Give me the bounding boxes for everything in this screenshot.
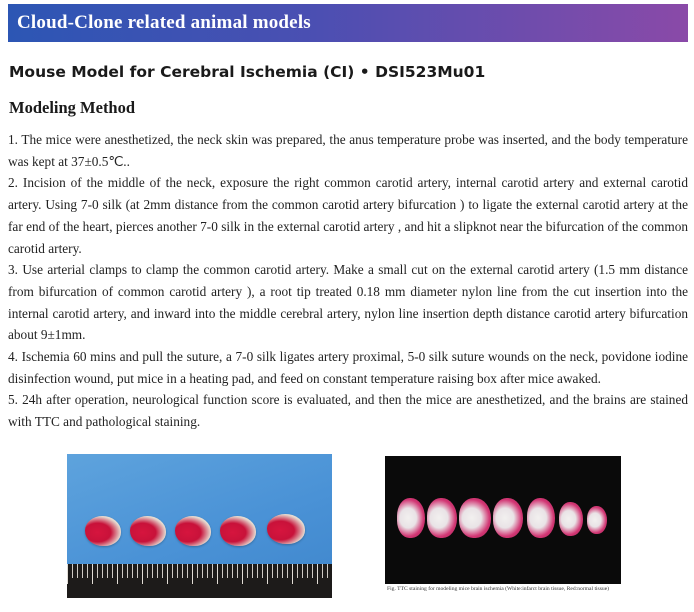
brain-slice	[85, 516, 121, 546]
brain-slice	[267, 514, 305, 544]
ruler-ticks	[67, 564, 332, 584]
ttc-slice	[559, 502, 583, 536]
brain-slice	[220, 516, 256, 546]
step-5: 5. 24h after operation, neurological function score is evaluated, and then the mice are anesthetized, and the brains are stained with TTC and pathological staining.	[8, 392, 688, 430]
banner-title: Cloud-Clone related animal models	[17, 12, 311, 33]
brain-slice	[130, 516, 166, 546]
brain-slice	[175, 516, 211, 546]
ttc-slice	[459, 498, 491, 538]
ttc-slice	[397, 498, 425, 538]
section-heading: Modeling Method	[9, 98, 136, 117]
ttc-slice	[527, 498, 555, 538]
ttc-slice	[427, 498, 457, 538]
method-steps	[8, 129, 688, 433]
ttc-stain-photo	[385, 456, 621, 584]
ttc-slice	[587, 506, 607, 534]
step-2: 2. Incision of the middle of the neck, exposure the right common carotid artery, internal carotid artery and external carotid artery. Using 7-0 silk (at 2mm distance from the common carotid artery bifurcation ) to ligate the external carotid artery at the far end of the heart, pierces another 7-0 silk in the external carotid artery , and hit a slipknot near the bifurcation of the common carotid artery.	[8, 175, 688, 256]
step-1: 1. The mice were anesthetized, the neck skin was prepared, the anus temperature probe was inserted, and the body temperature was kept at 37±0.5℃..	[8, 132, 688, 169]
model-title: Mouse Model for Cerebral Ischemia (CI) • DSI523Mu01	[9, 63, 486, 81]
step-4: 4. Ischemia 60 mins and pull the suture, a 7-0 silk ligates artery proximal, 5-0 silk suture wounds on the neck, povidone iodine disinfection wound, put mice in a heating pad, and feed on constant temperature raising box after mice awaked.	[8, 349, 688, 386]
ruler	[67, 564, 332, 598]
header-banner	[8, 4, 688, 42]
figure-caption: Fig. TTC staining for modeling mice brain ischemia (White:infarct brain tissue, Red:normal tissue)	[387, 586, 610, 592]
ttc-slice	[493, 498, 523, 538]
step-3: 3. Use arterial clamps to clamp the common carotid artery. Make a small cut on the external carotid artery (1.5 mm distance from bifurcation of common carotid artery ), a root tip treated 0.18 mm diameter nylon line from the cut insertion into the internal carotid artery, and inward into the middle cerebral artery, nylon line insertion depth distance carotid artery bifurcation about 9±1mm.	[8, 262, 688, 343]
brain-slices-photo	[67, 454, 332, 598]
